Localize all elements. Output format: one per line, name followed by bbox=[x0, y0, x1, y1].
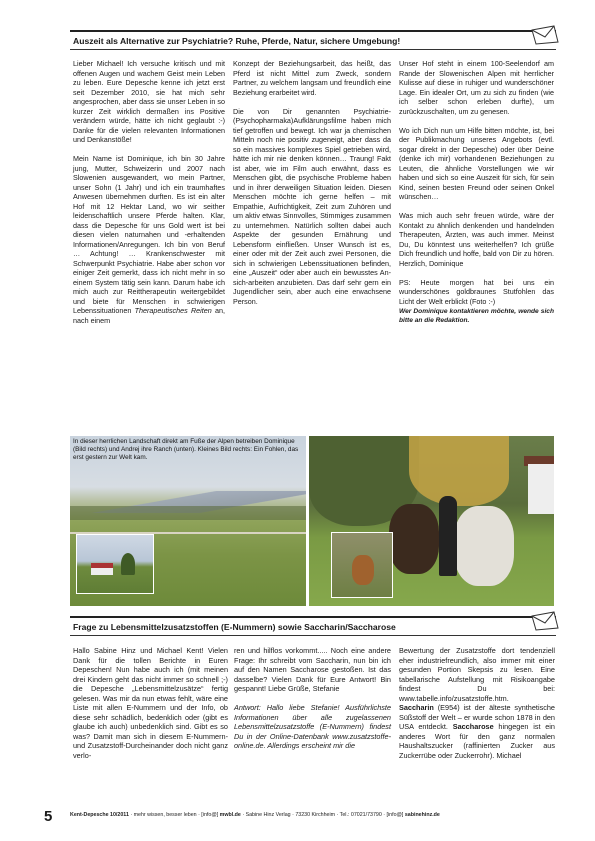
paragraph: Hallo Sabine Hinz und Michael Kent! Vielen Dank für die tollen Berichte in Euren Depeschen! Nun habe auch ich (mit meinen drei Kindern geht das nicht immer so schnell ;-) die Depesche „Lebensmittelzusätze“ fertig gelesen. Was mir da nun etwas fehlt, wäre eine Liste mit allen E-Nummern und der Info, ob diese sehr schädlich, bedenklich oder (gibt es glaube ich auch) unbedenklich sind. Gibt es so was? Damit man sich in diesem E-Nummern- und Zusatzstoff-Durcheinander doch nicht ganz verlo- bbox=[73, 646, 228, 760]
paragraph: Was mich auch sehr freuen würde, wäre der Kontakt zu ähnlich denkenden und handelnden Therapeuten, Ärzten, was auch immer. Meinst Du, Du könntest uns weiterhelfen? Ich grüße Dich freundlich und hoffe, bald von Dir zu hören. Herzlich, Dominique bbox=[399, 211, 554, 268]
section-header-zusatzstoffe bbox=[70, 620, 556, 636]
foal-inset-photo bbox=[331, 532, 393, 598]
paragraph: PS: Heute morgen hat bei uns ein wunderschönes goldbraunes Stutfohlen das Licht der Welt erblickt (Foto :-) bbox=[399, 277, 554, 306]
website-link[interactable]: sabinehinz.de bbox=[404, 812, 440, 818]
section-title: Auszeit als Alternative zur Psychiatrie? Ruhe, Pferde, Natur, sichere Umgebung! bbox=[73, 36, 401, 46]
letter2-column-3 bbox=[399, 646, 555, 770]
letter2-column-1 bbox=[73, 646, 228, 770]
photo-caption: In dieser herrlichen Landschaft direkt am Fuße der Alpen betreiben Dominique (Bild rechts) und Andrej ihre Ranch (unten). Kleines Bild rechts: Ein Fohlen, das erst gestern zur Welt kam. bbox=[73, 438, 299, 462]
envelope-icon bbox=[530, 24, 560, 46]
section-title: Frage zu Lebensmittelzusatzstoffen (E-Nummern) sowie Saccharin/Saccharose bbox=[73, 622, 396, 632]
header-rule bbox=[70, 30, 556, 32]
tree-line bbox=[70, 506, 306, 520]
editor-note: Wer Dominique kontaktieren möchte, wende sich bitte an die Redaktion. bbox=[399, 308, 554, 324]
horses-photo bbox=[309, 436, 554, 606]
letter-column-1 bbox=[73, 59, 225, 335]
answer-paragraph: Bewertung der Zusatzstoffe dort tendenziell eher industriefreundlich, also immer mit einer gesunden Portion Skepsis zu lesen. Eine tabellarische Aufstellung mit Risikoangabe findest Du bei: www.tabelle.info/zusatzstoffe.htm. bbox=[399, 646, 555, 703]
foal bbox=[352, 555, 374, 585]
letter-column-2 bbox=[233, 59, 391, 316]
paragraph: Konzept der Beziehungsarbeit, das heißt, das Pferd ist nicht Mittel zum Zweck, sondern Partner, zu welchem langsam und freundlich eine Beziehung erarbeitet wird. bbox=[233, 59, 391, 97]
paragraph: Unser Hof steht in einem 100-Seelendorf am Rande der Slowenischen Alpen mit herrlicher Kulisse auf diese in ruhiger und wunderschöner Lage. Ein idealer Ort, um zu sich zu finden (wie ich selber schon erleben durfte), um zurückzuschalten, um zu genesen. bbox=[399, 59, 554, 116]
tree bbox=[121, 553, 135, 575]
ranch-inset-photo bbox=[76, 534, 154, 594]
section-header-auszeit bbox=[70, 34, 556, 50]
paragraph: ren und hilflos vorkommt..... Noch eine andere Frage: Ihr schreibt vom Saccharin, nun bin ich auf den Namen Saccharose gestoßen. Ist das dasselbe? Vielen Dank für Eure Antwort! Bin gespannt! Liebe Grüße, Stefanie bbox=[234, 646, 391, 693]
paragraph: Lieber Michael! Ich versuche kritisch und mit offenen Augen und wachem Geist mein Leben zu leben. Eure Depesche kenne ich jetzt erst seit Dezember 2010, sie hat mich sehr angesprochen, aber dass sie unser Leben in so kurzer Zeit wirklich dermaßen ins Positive verändern würde, hätte ich nicht geglaubt :-) Danke für die vielen relevanten Informationen und Denkanstöße! bbox=[73, 59, 225, 144]
letter2-column-2 bbox=[234, 646, 391, 760]
footer: Kent-Depesche 10/2011 · mehr wissen, besser leben · [info@] mwbl.de · Sabine Hinz Verlag · 73230 Kirchheim · Tel.: 07021/73790 · [info@] sabinehinz.de bbox=[70, 812, 440, 818]
farmhouse bbox=[91, 563, 113, 575]
header-rule bbox=[70, 616, 556, 618]
building bbox=[528, 464, 554, 514]
page-number: 5 bbox=[44, 808, 53, 825]
envelope-icon bbox=[530, 610, 560, 632]
paragraph: Wo ich Dich nun um Hilfe bitten möchte, ist, bei der Publikmachung unseres Angebots (evtl. sogar direkt in der Depesche) oder über Deine (denke ich mir) vorhandenen Beziehungen zu Leuten, die ähnliche Vorstellungen wie wir haben und sich so eine Auszeit für sich, für sein Kind, seinen besten Freund oder seinen Onkel wünschen… bbox=[399, 125, 554, 201]
answer-paragraph: Saccharin (E954) ist der älteste synthetische Süßstoff der Welt – er wurde schon 1878 in den USA entdeckt. Saccharose hingegen ist ein anderes Wort für den ganz normalen Haushaltszucker (raffinierten Zucker aus Zuckerrübe oder Zuckerrohr). Michael bbox=[399, 703, 555, 760]
website-link[interactable]: mwbl.de bbox=[219, 812, 241, 818]
letter-column-3 bbox=[399, 59, 554, 325]
paragraph: Mein Name ist Dominique, ich bin 30 Jahre jung, Mutter, Schweizerin und 2007 nach Slowenien ausgewandert, wo mein Partner, unser Sohn (1 Jahr) und ich ein traumhaftes Anwesen übernehmen durften. Es ist ein alter Hof mit 12 Hektar Land, wo wir seither leidenschaftlich unsere Pferde halten. Klar, dass die Depesche für uns Gold wert ist bei diesen vielen naturnahen und -erhaltenden Informationen/Anregungen. Ich bin von Beruf … Achtung! … Krankenschwester mit Schwerpunkt Psychiatrie. Habe aber schon vor einiger Zeit gemerkt, dass ich nicht mehr in so einem System tätig sein kann. Darum habe ich mich auch zur Reittherapeutin weitergebildet und biete für Menschen in schwierigen Lebenssituationen Therapeutisches Reiten an, nach einem bbox=[73, 154, 225, 325]
answer-paragraph: Antwort: Hallo liebe Stefanie! Ausführlichste Informationen über alle zugelassenen Lebensmittelzusatzstoffe (E-Nummern) findest Du in der Online-Datenbank www.zusatzstoffe-online.de. Allerdings erscheint mir die bbox=[234, 703, 391, 750]
horse bbox=[454, 506, 514, 586]
tree bbox=[409, 436, 509, 506]
person bbox=[439, 496, 457, 576]
paragraph: Die von Dir genannten Psychiatrie-(Psychopharmaka)Aufklärungsfilme haben mich tief getroffen und bewegt. Ich war ja chemischen Mitteln noch nie positiv zugeneigt, aber dass da so ein massives komplexes Spiel getrieben wird, hätte ich mir nie denken können… Traung! Fakt ist aber, wie im Film auch erwähnt, dass es Menschen gibt, die psychische Probleme haben und in ihrer derweiligen Situation leiden. Diesen Menschen möchte ich gerne helfen – mit Empathie, Aufrichtigkeit, Zeit zum Zuhören und um aktiv etwas Sinnvolles, Stimmiges zusammen zu unternehmen. Natürlich sollten dabei auch Aspekte der gesunden Ernährung und Lebensform einfließen. Unser Wunsch ist es, einer oder mit der Zeit auch zwei Personen, die sich in schwierigen Lebenssituationen befinden, eine „Auszeit“ oder aber auch ein bewusstes An-sich-arbeiten anzubieten. Das darf sehr gern ein Jugendlicher sein, aber auch eine erwachsene Person. bbox=[233, 106, 391, 306]
horse bbox=[389, 504, 439, 574]
